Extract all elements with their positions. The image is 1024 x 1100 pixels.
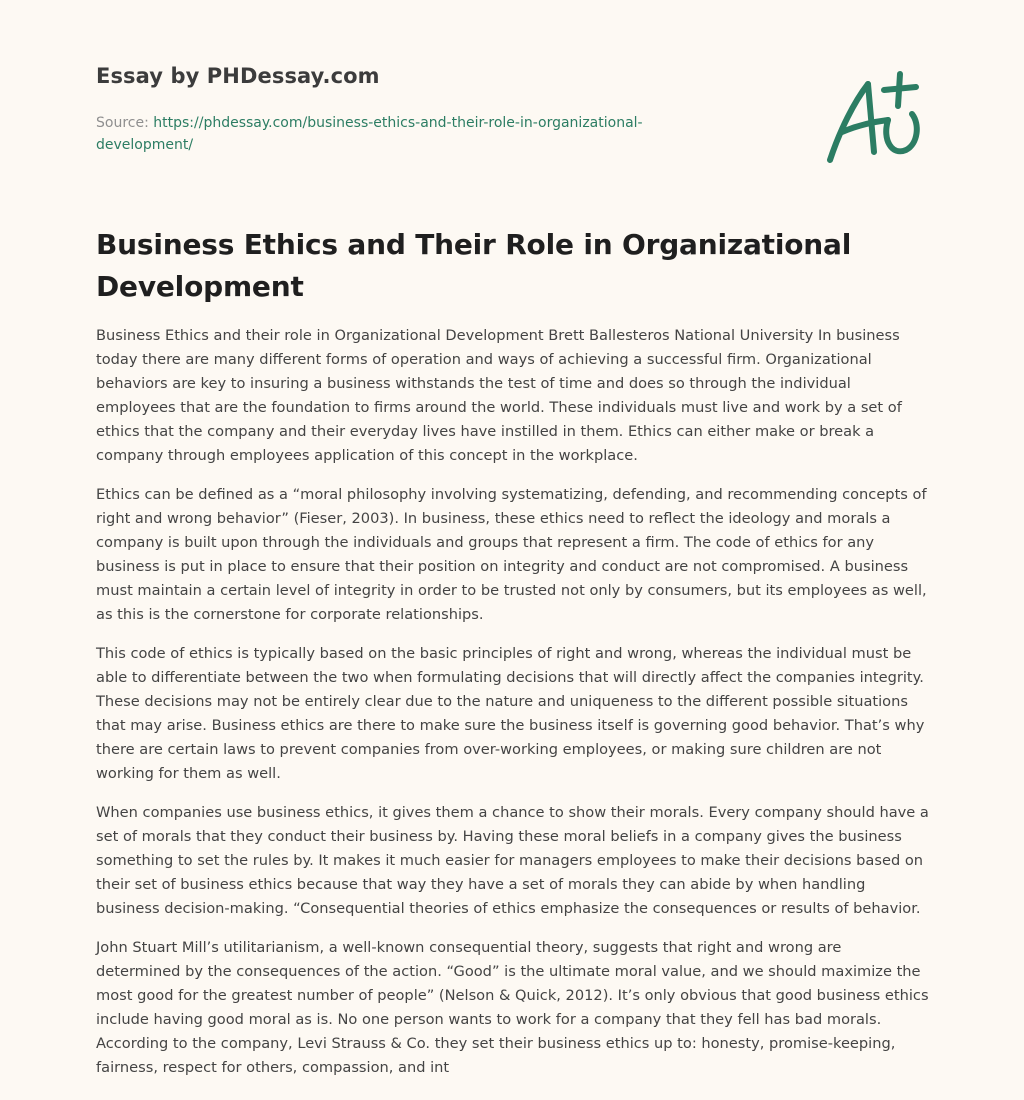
- essay-title: Business Ethics and Their Role in Organizational Development: [96, 228, 852, 303]
- essay-paragraph: This code of ethics is typically based on the basic principles of right and wrong, whereas the individual must be able to differentiate between the two when formulating decisions that will directly affect the companies integrity. These decisions may not be entirely clear due to the nature and uniqueness to the different possible situations that may arise. Business ethics are there to make sure the business itself is governing good behavior. That’s why there are certain laws to prevent companies from over-working employees, or making sure children are not working for them as well.: [96, 645, 925, 782]
- site-title: Essay by PHDessay.com: [96, 64, 380, 88]
- a-plus-logo-icon: [816, 60, 926, 170]
- source-line: [96, 112, 696, 156]
- essay-paragraph: John Stuart Mill’s utilitarianism, a well-known consequential theory, suggests that right and wrong are determined by the consequences of the action. “Good” is the ultimate moral value, and we should maximize the most good for the greatest number of people” (Nelson & Quick, 2012). It’s only obvious that good business ethics include having good moral as is. No one person wants to work for a company that they fell has bad morals. According to the company, Levi Strauss & Co. they set their business ethics up to: honesty, promise-keeping, fairness, respect for others, compassion, and int: [96, 939, 929, 1076]
- essay-body: [96, 324, 930, 1095]
- essay-paragraph: Ethics can be defined as a “moral philosophy involving systematizing, defending, and recommending concepts of right and wrong behavior” (Fieser, 2003). In business, these ethics need to reflect the ideology and morals a company is built upon through the individuals and groups that represent a firm. The code of ethics for any business is put in place to ensure that their position on integrity and conduct are not compromised. A business must maintain a certain level of integrity in order to be trusted not only by consumers, but its employees as well, as this is the cornerstone for corporate relationships.: [96, 486, 927, 623]
- essay-paragraph: When companies use business ethics, it gives them a chance to show their morals. Every company should have a set of morals that they conduct their business by. Having these moral beliefs in a company gives the business something to set the rules by. It makes it much easier for managers employees to make their decisions based on their set of business ethics because that way they have a set of morals they can abide by when handling business decision-making. “Consequential theories of ethics emphasize the consequences or results of behavior.: [96, 804, 929, 917]
- a-plus-logo-svg: [816, 60, 926, 170]
- source-link[interactable]: https://phdessay.com/business-ethics-and-their-role-in-organizational-development/: [96, 115, 643, 153]
- essay-paragraph: Business Ethics and their role in Organizational Development Brett Ballesteros National University In business today there are many different forms of operation and ways of achieving a successful firm. Organizational behaviors are key to insuring a business withstands the test of time and does so through the individual employees that are the foundation to firms around the world. These individuals must live and work by a set of ethics that the company and their everyday lives have instilled in them. Ethics can either make or break a company through employees application of this concept in the workplace.: [96, 327, 902, 464]
- source-label: Source:: [96, 115, 149, 131]
